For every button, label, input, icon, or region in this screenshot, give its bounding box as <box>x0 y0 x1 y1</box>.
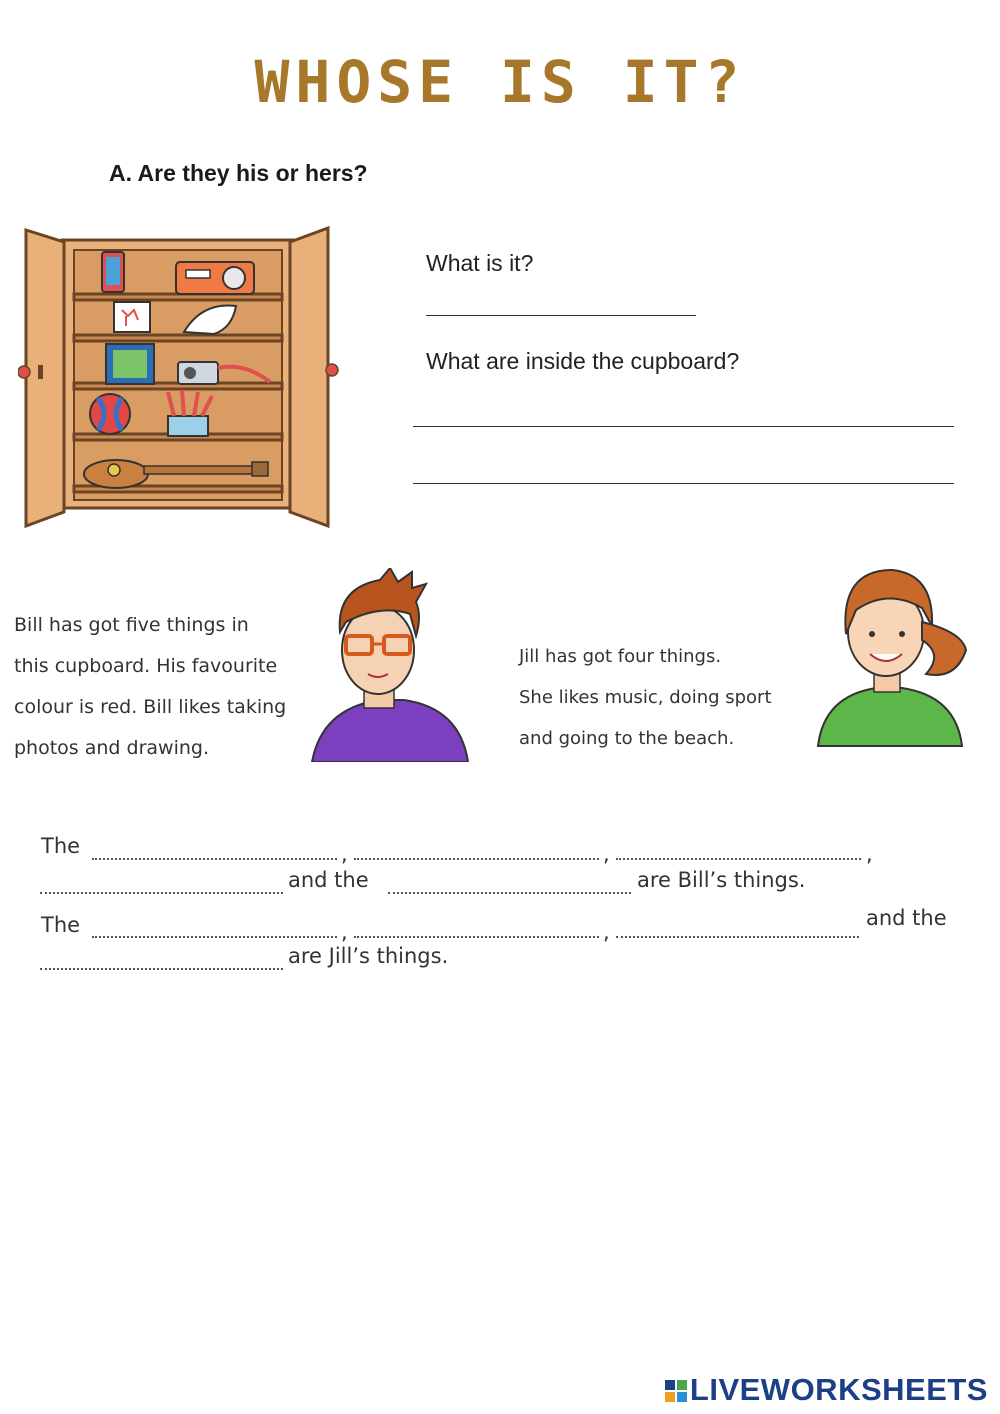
bill-line-1: Bill has got five things in <box>14 614 249 636</box>
comma-4: , <box>341 920 348 944</box>
fill-and-the-2: and the <box>866 906 947 930</box>
jill-blank-2[interactable] <box>354 936 599 938</box>
bill-blank-4[interactable] <box>40 892 283 894</box>
jill-blank-4[interactable] <box>40 968 283 970</box>
jill-line-3: and going to the beach. <box>519 728 735 749</box>
fill-the-1: The <box>41 834 81 858</box>
fill-the-2: The <box>41 913 81 937</box>
pencils-icon <box>168 416 208 436</box>
question-what-is-it: What is it? <box>426 250 534 276</box>
bill-blank-3[interactable] <box>616 858 861 860</box>
liveworksheets-logo-icon <box>665 1380 687 1402</box>
comma-1: , <box>341 842 348 866</box>
liveworksheets-logo <box>665 1372 988 1408</box>
bill-blank-5[interactable] <box>388 892 631 894</box>
bill-blank-2[interactable] <box>354 858 599 860</box>
jill-description <box>519 636 819 759</box>
worksheet-title: WHOSE IS IT? <box>254 48 746 116</box>
jill-line-1: Jill has got four things. <box>519 646 722 667</box>
comma-2: , <box>603 842 610 866</box>
right-door <box>290 228 328 526</box>
jill-illustration <box>814 560 970 750</box>
cupboard-illustration <box>18 220 340 535</box>
fill-and-the-1: and the <box>288 868 369 892</box>
jill-blank-1[interactable] <box>92 936 337 938</box>
bill-line-2: this cupboard. His favourite <box>14 655 278 677</box>
fill-are-bills: are Bill’s things. <box>637 868 806 892</box>
comma-5: , <box>603 920 610 944</box>
answer-line-1[interactable] <box>426 315 696 316</box>
answer-line-3[interactable] <box>413 483 954 484</box>
liveworksheets-logo-text: LIVEWORKSHEETS <box>689 1372 988 1407</box>
question-inside-cupboard: What are inside the cupboard? <box>426 348 740 374</box>
bill-blank-1[interactable] <box>92 858 337 860</box>
ball-icon <box>90 394 130 434</box>
section-a-heading: A. Are they his or hers? <box>109 160 368 186</box>
bill-line-3: colour is red. Bill likes taking <box>14 696 287 718</box>
bill-line-4: photos and drawing. <box>14 737 210 759</box>
answer-line-2[interactable] <box>413 426 954 427</box>
jill-line-2: She likes music, doing sport <box>519 687 772 708</box>
bill-description <box>14 605 314 769</box>
drawing-icon <box>114 302 150 332</box>
left-door <box>26 230 64 526</box>
jill-blank-3[interactable] <box>616 936 859 938</box>
fill-are-jills: are Jill’s things. <box>288 944 449 968</box>
bill-illustration <box>310 568 470 762</box>
comma-3: , <box>866 842 873 866</box>
